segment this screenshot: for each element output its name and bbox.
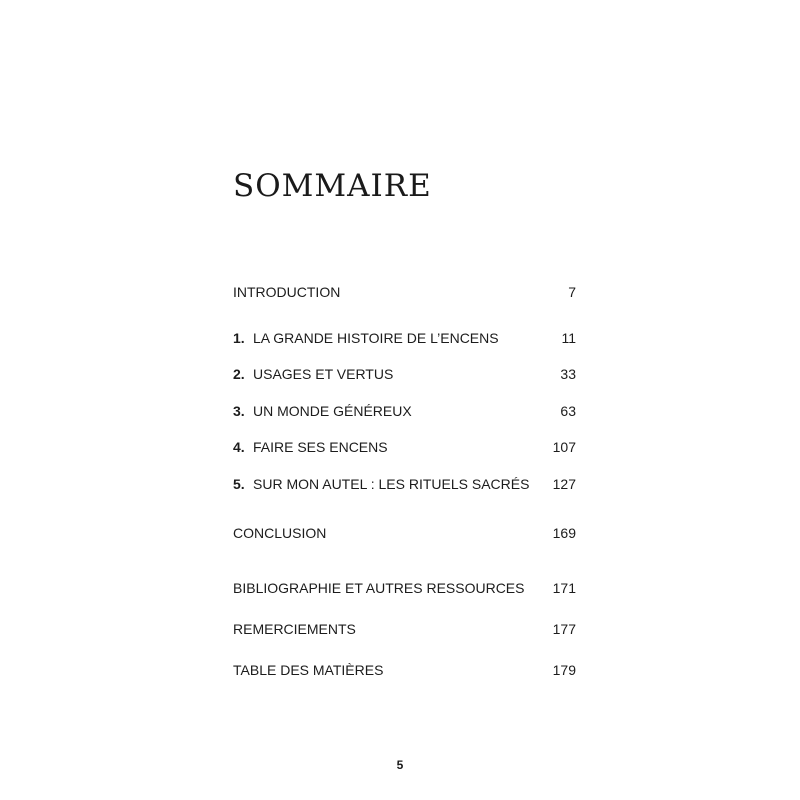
toc-entry-chapter-1 bbox=[233, 327, 576, 349]
toc-entry-chapter-2 bbox=[233, 363, 576, 385]
toc-entry-page: 33 bbox=[560, 366, 576, 382]
toc-entry-page: 179 bbox=[552, 662, 576, 678]
toc-entry-page: 177 bbox=[552, 621, 576, 637]
toc-entry-page: 11 bbox=[561, 330, 576, 346]
toc-entry-remerciements bbox=[233, 618, 576, 640]
toc-entry-label: USAGES ET VERTUS bbox=[253, 366, 394, 382]
toc-entry-bibliographie bbox=[233, 577, 576, 599]
chapter-number: 5. bbox=[233, 476, 245, 492]
toc-entry-page: 7 bbox=[568, 284, 576, 300]
toc-entry-label: FAIRE SES ENCENS bbox=[253, 439, 388, 455]
toc-entry-label: CONCLUSION bbox=[233, 525, 327, 541]
chapter-number: 3. bbox=[233, 403, 245, 419]
toc-entry-conclusion bbox=[233, 522, 576, 544]
toc-entry-table-des-matieres bbox=[233, 659, 576, 681]
toc-entry-label: BIBLIOGRAPHIE ET AUTRES RESSOURCES bbox=[233, 580, 525, 596]
toc-entry-label: INTRODUCTION bbox=[233, 284, 341, 300]
toc-entry-chapter-4 bbox=[233, 436, 576, 458]
toc-entry-label: LA GRANDE HISTOIRE DE L’ENCENS bbox=[253, 330, 499, 346]
chapter-number: 1. bbox=[233, 330, 245, 346]
page-title: SOMMAIRE bbox=[233, 168, 432, 204]
toc-entry-page: 127 bbox=[552, 476, 576, 492]
toc-entry-label: REMERCIEMENTS bbox=[233, 621, 356, 637]
toc-entry-label: SUR MON AUTEL : LES RITUELS SACRÉS bbox=[253, 476, 530, 492]
toc-entry-introduction bbox=[233, 281, 576, 303]
toc-entry-label: UN MONDE GÉNÉREUX bbox=[253, 403, 412, 419]
chapter-number: 4. bbox=[233, 439, 245, 455]
toc-entry-page: 63 bbox=[560, 403, 576, 419]
toc-entry-page: 107 bbox=[552, 439, 576, 455]
page-number: 5 bbox=[396, 758, 404, 772]
toc-entry-page: 171 bbox=[552, 580, 576, 596]
toc-entry-page: 169 bbox=[552, 525, 576, 541]
chapter-number: 2. bbox=[233, 366, 245, 382]
toc-entry-label: TABLE DES MATIÈRES bbox=[233, 662, 384, 678]
toc-entry-chapter-5 bbox=[233, 473, 576, 495]
toc-entry-chapter-3 bbox=[233, 400, 576, 422]
